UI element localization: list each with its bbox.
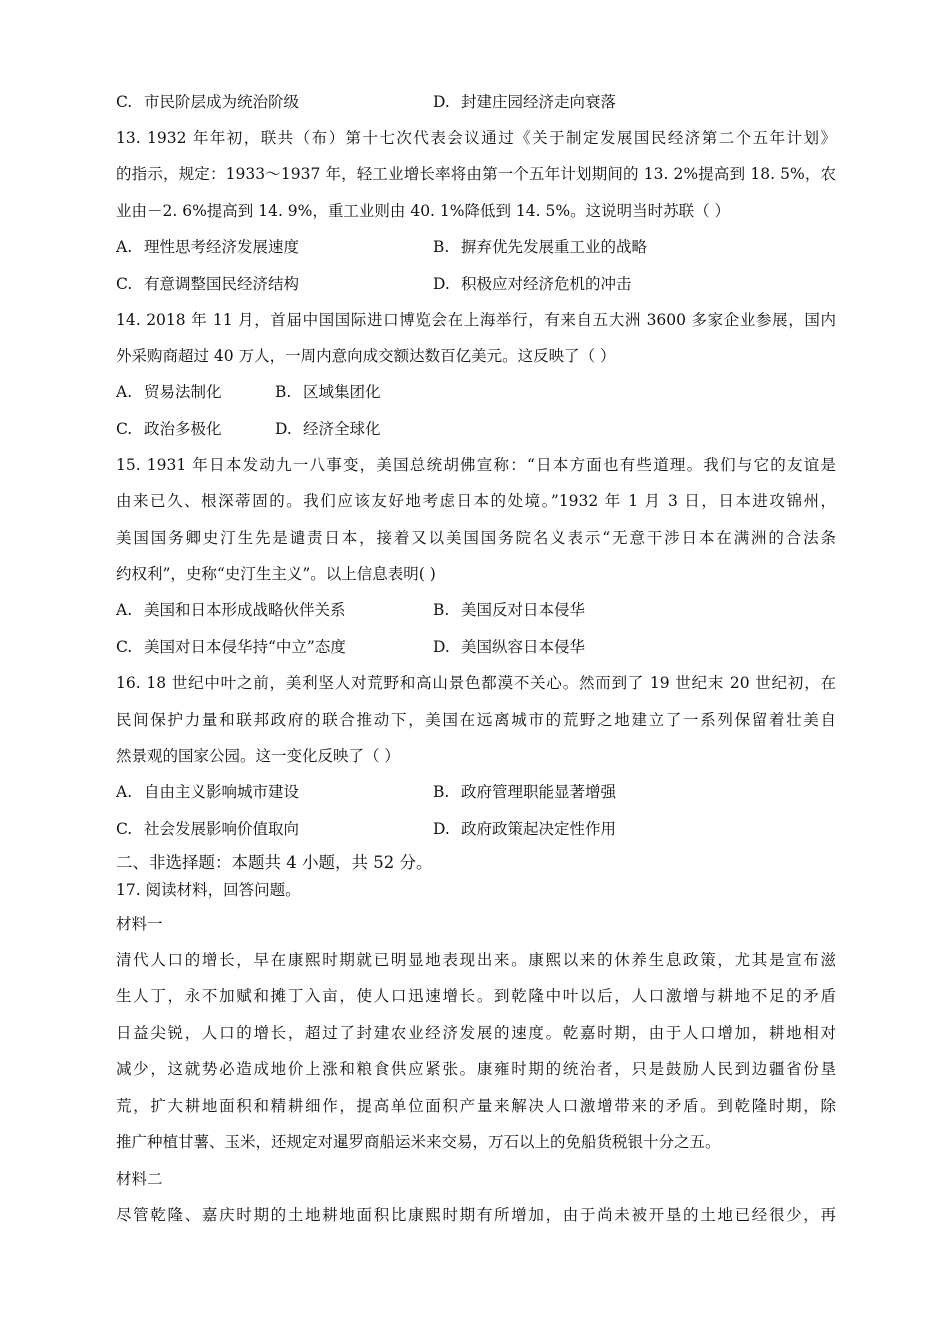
q12-option-c: C. 市民阶层成为统治阶级 [116,93,300,111]
q16-stem-line-3: 然景观的国家公园。这一变化反映了（ ） [116,747,400,765]
section-heading: 二、非选择题：本题共 4 小题，共 52 分。 [116,853,433,872]
q15-option-c: C. 美国对日本侵华持“中立”态度 [116,638,346,656]
q14-option-d: D. 经济全球化 [275,420,381,438]
q15-option-b: B. 美国反对日本侵华 [433,601,586,619]
material-2-label: 材料二 [116,1170,163,1188]
q13-stem-line-3: 业由－2. 6%提高到 14. 9%，重工业则由 40. 1%降低到 14. 5%。这说明当时苏联（ ） [116,202,731,220]
q15-stem-line-2: 由来已久、根深蒂固的。我们应该友好地考虑日本的处境。”1932 年 1 月 3 日，日本进攻锦州， [116,492,836,510]
material-1-line-5: 荒，扩大耕地面积和精耕细作，提高单位面积产量来解决人口激增带来的矛盾。到乾隆时期，除 [116,1097,836,1115]
q14-option-a: A. 贸易法制化 [116,383,222,401]
q16-option-d: D. 政府政策起决定性作用 [433,820,617,838]
material-1-line-4: 减少，这就势必造成地价上涨和粮食供应紧张。康雍时期的统治者，只是鼓励人民到边疆省份垦 [116,1060,836,1078]
q17-intro: 17. 阅读材料，回答问题。 [116,881,301,899]
q15-stem-line-3: 美国国务卿史汀生先是谴责日本，接着又以美国国务院名义表示“无意干涉日本在满洲的合法条 [116,529,836,547]
q16-option-a: A. 自由主义影响城市建设 [116,783,300,801]
q14-stem-line-2: 外采购商超过 40 万人，一周内意向成交额达数百亿美元。这反映了（ ） [116,347,616,365]
q15-option-d: D. 美国纵容日本侵华 [433,638,586,656]
q13-option-c: C. 有意调整国民经济结构 [116,275,300,293]
q13-option-b: B. 摒弃优先发展重工业的战略 [433,238,648,256]
q14-option-c: C. 政治多极化 [116,420,222,438]
material-2-line-1: 尽管乾隆、嘉庆时期的土地耕地面积比康熙时期有所增加，由于尚未被开垦的土地已经很少，再 [116,1206,836,1224]
q16-stem-line-2: 民间保护力量和联邦政府的联合推动下，美国在远离城市的荒野之地建立了一系列保留着壮美自 [116,711,836,729]
material-1-line-1: 清代人口的增长，早在康熙时期就已明显地表现出来。康熙以来的休养生息政策，尤其是宣布滋 [116,951,836,969]
q15-option-a: A. 美国和日本形成战略伙伴关系 [116,601,346,619]
material-1-line-3: 日益尖锐，人口的增长，超过了封建农业经济发展的速度。乾嘉时期，由于人口增加，耕地相对 [116,1024,836,1042]
q13-option-d: D. 积极应对经济危机的冲击 [433,275,632,293]
material-1-line-6: 推广种植甘薯、玉米，还规定对暹罗商船运米来交易，万石以上的免船货税银十分之五。 [116,1133,721,1151]
q15-stem-line-1: 15. 1931 年日本发动九一八事变，美国总统胡佛宣称：“日本方面也有些道理。我们与它的友谊是 [116,456,836,474]
q13-stem-line-1: 13. 1932 年年初，联共（布）第十七次代表会议通过《关于制定发展国民经济第二个五年计划》 [116,129,836,147]
q13-option-a: A. 理性思考经济发展速度 [116,238,300,256]
q12-option-d: D. 封建庄园经济走向衰落 [433,93,617,111]
q13-stem-line-2: 的指示，规定：1933～1937 年，轻工业增长率将由第一个五年计划期间的 13. 2%提高到 18. 5%，农 [116,165,836,183]
material-1-line-2: 生人丁，永不加赋和摊丁入亩，使人口迅速增长。到乾隆中叶以后，人口激增与耕地不足的矛盾 [116,987,836,1005]
q16-option-c: C. 社会发展影响价值取向 [116,820,300,838]
q16-option-b: B. 政府管理职能显著增强 [433,783,617,801]
q16-stem-line-1: 16. 18 世纪中叶之前，美利坚人对荒野和高山景色都漠不关心。然而到了 19 世纪末 20 世纪初，在 [116,674,836,692]
q14-option-b: B. 区域集团化 [275,383,381,401]
material-1-label: 材料一 [116,915,163,933]
q14-stem-line-1: 14. 2018 年 11 月，首届中国国际进口博览会在上海举行，有来自五大洲 3600 多家企业参展，国内 [116,311,836,329]
q15-stem-line-4: 约权利”，史称“史汀生主义”。以上信息表明( ) [116,565,436,583]
